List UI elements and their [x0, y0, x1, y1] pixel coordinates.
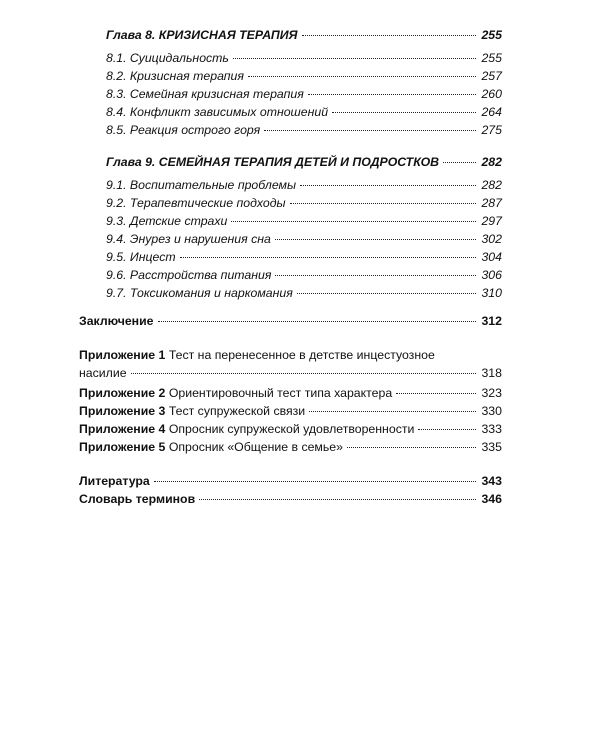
toc-entry-page: 282 — [481, 155, 502, 169]
toc-entry-9-1[interactable] — [106, 177, 502, 193]
toc-entry-8-3[interactable] — [106, 86, 502, 102]
toc-entry-page: 255 — [481, 28, 502, 42]
toc-entry-9-7[interactable] — [106, 285, 502, 301]
leader-dots — [418, 429, 476, 430]
toc-entry-title: Литература — [79, 474, 150, 488]
toc-entry-literature[interactable] — [79, 473, 502, 489]
toc-entry-page: 306 — [481, 268, 502, 282]
leader-dots — [180, 257, 476, 258]
leader-dots — [290, 203, 476, 204]
toc-entry-appendix-3[interactable] — [79, 403, 502, 419]
toc-entry-chapter-8[interactable] — [106, 27, 502, 43]
leader-dots — [443, 162, 476, 163]
leader-dots — [308, 94, 476, 95]
leader-dots — [158, 321, 477, 322]
toc-entry-page: 264 — [481, 105, 502, 119]
appendix-label: Приложение 3 — [79, 404, 166, 418]
toc-entry-title: Опросник «Общение в семье» — [168, 440, 343, 454]
leader-dots — [309, 411, 476, 412]
toc-entry-8-1[interactable] — [106, 50, 502, 66]
leader-dots — [264, 130, 476, 131]
toc-entry-8-2[interactable] — [106, 68, 502, 84]
leader-dots — [275, 275, 476, 276]
toc-entry-page: 318 — [481, 366, 502, 380]
leader-dots — [231, 221, 476, 222]
toc-entry-page: 275 — [481, 123, 502, 137]
toc-entry-page: 302 — [481, 232, 502, 246]
toc-entry-title: 9.4. Энурез и нарушения сна — [106, 232, 271, 246]
leader-dots — [332, 112, 476, 113]
toc-entry-title: Тест супружеской связи — [168, 404, 306, 418]
toc-entry-title: Словарь терминов — [79, 492, 196, 506]
leader-dots — [347, 447, 476, 448]
appendix-label: Приложение 4 — [79, 422, 166, 436]
toc-entry-page: 297 — [481, 214, 502, 228]
leader-dots — [396, 393, 476, 394]
toc-entry-appendix-1[interactable] — [79, 347, 502, 379]
toc-entry-title: Тест на перенесенное в детстве инцестуозное — [168, 348, 435, 362]
toc-entry-page: 304 — [481, 250, 502, 264]
appendix-label: Приложение 5 — [79, 440, 166, 454]
leader-dots — [302, 35, 476, 36]
toc-entry-page: 346 — [481, 492, 502, 506]
toc-entry-page: 343 — [481, 474, 502, 488]
toc-entry-title: 8.2. Кризисная терапия — [106, 69, 244, 83]
toc-entry-title: Ориентировочный тест типа характера — [168, 386, 393, 400]
toc-entry-8-5[interactable] — [106, 122, 502, 138]
toc-entry-title: 9.6. Расстройства питания — [106, 268, 272, 282]
toc-entry-page: 260 — [481, 87, 502, 101]
toc-entry-title: 9.3. Детские страхи — [106, 214, 228, 228]
toc-entry-page: 282 — [481, 178, 502, 192]
toc-entry-page: 330 — [481, 404, 502, 418]
toc-entry-page: 335 — [481, 440, 502, 454]
toc-entry-9-4[interactable] — [106, 231, 502, 247]
toc-entry-page: 333 — [481, 422, 502, 436]
toc-entry-page: 257 — [481, 69, 502, 83]
toc-entry-glossary[interactable] — [79, 491, 502, 507]
toc-entry-title: 9.7. Токсикомания и наркомания — [106, 286, 293, 300]
toc-entry-title: 8.1. Суицидальность — [106, 51, 229, 65]
leader-dots — [248, 76, 476, 77]
toc-entry-appendix-2[interactable] — [79, 385, 502, 401]
toc-entry-title: 8.5. Реакция острого горя — [106, 123, 261, 137]
leader-dots — [154, 481, 476, 482]
toc-entry-title: Глава 8. КРИЗИСНАЯ ТЕРАПИЯ — [106, 28, 298, 42]
toc-entry-8-4[interactable] — [106, 104, 502, 120]
toc-entry-title: 9.5. Инцест — [106, 250, 176, 264]
toc-entry-9-2[interactable] — [106, 195, 502, 211]
toc-entry-chapter-9[interactable] — [106, 154, 502, 170]
toc-entry-9-5[interactable] — [106, 249, 502, 265]
toc-entry-page: 255 — [481, 51, 502, 65]
toc-entry-title: 8.4. Конфликт зависимых отношений — [106, 105, 329, 119]
leader-dots — [300, 185, 476, 186]
toc-entry-9-6[interactable] — [106, 267, 502, 283]
leader-dots — [275, 239, 476, 240]
toc-entry-9-3[interactable] — [106, 213, 502, 229]
appendix-label: Приложение 1 — [79, 348, 166, 362]
toc-entry-title: Глава 9. СЕМЕЙНАЯ ТЕРАПИЯ ДЕТЕЙ И ПОДРОСТКОВ — [106, 155, 440, 169]
toc-entry-page: 310 — [481, 286, 502, 300]
toc-entry-title: Опросник супружеской удовлетворенности — [168, 422, 415, 436]
appendix-label: Приложение 2 — [79, 386, 166, 400]
toc-entry-title: 9.1. Воспитательные проблемы — [106, 178, 297, 192]
toc-entry-title: 9.2. Терапевтические подходы — [106, 196, 286, 210]
leader-dots — [131, 373, 476, 374]
toc-entry-page: 323 — [481, 386, 502, 400]
toc-entry-page: 312 — [481, 314, 502, 328]
toc-entry-appendix-5[interactable] — [79, 439, 502, 455]
toc-entry-title: 8.3. Семейная кризисная терапия — [106, 87, 304, 101]
leader-dots — [233, 58, 476, 59]
leader-dots — [199, 499, 476, 500]
toc-entry-title-continued: насилие — [79, 366, 127, 380]
toc-entry-page: 287 — [481, 196, 502, 210]
toc-entry-title: Заключение — [79, 314, 154, 328]
toc-entry-appendix-4[interactable] — [79, 421, 502, 437]
toc-entry-conclusion[interactable] — [79, 313, 502, 329]
leader-dots — [297, 293, 476, 294]
